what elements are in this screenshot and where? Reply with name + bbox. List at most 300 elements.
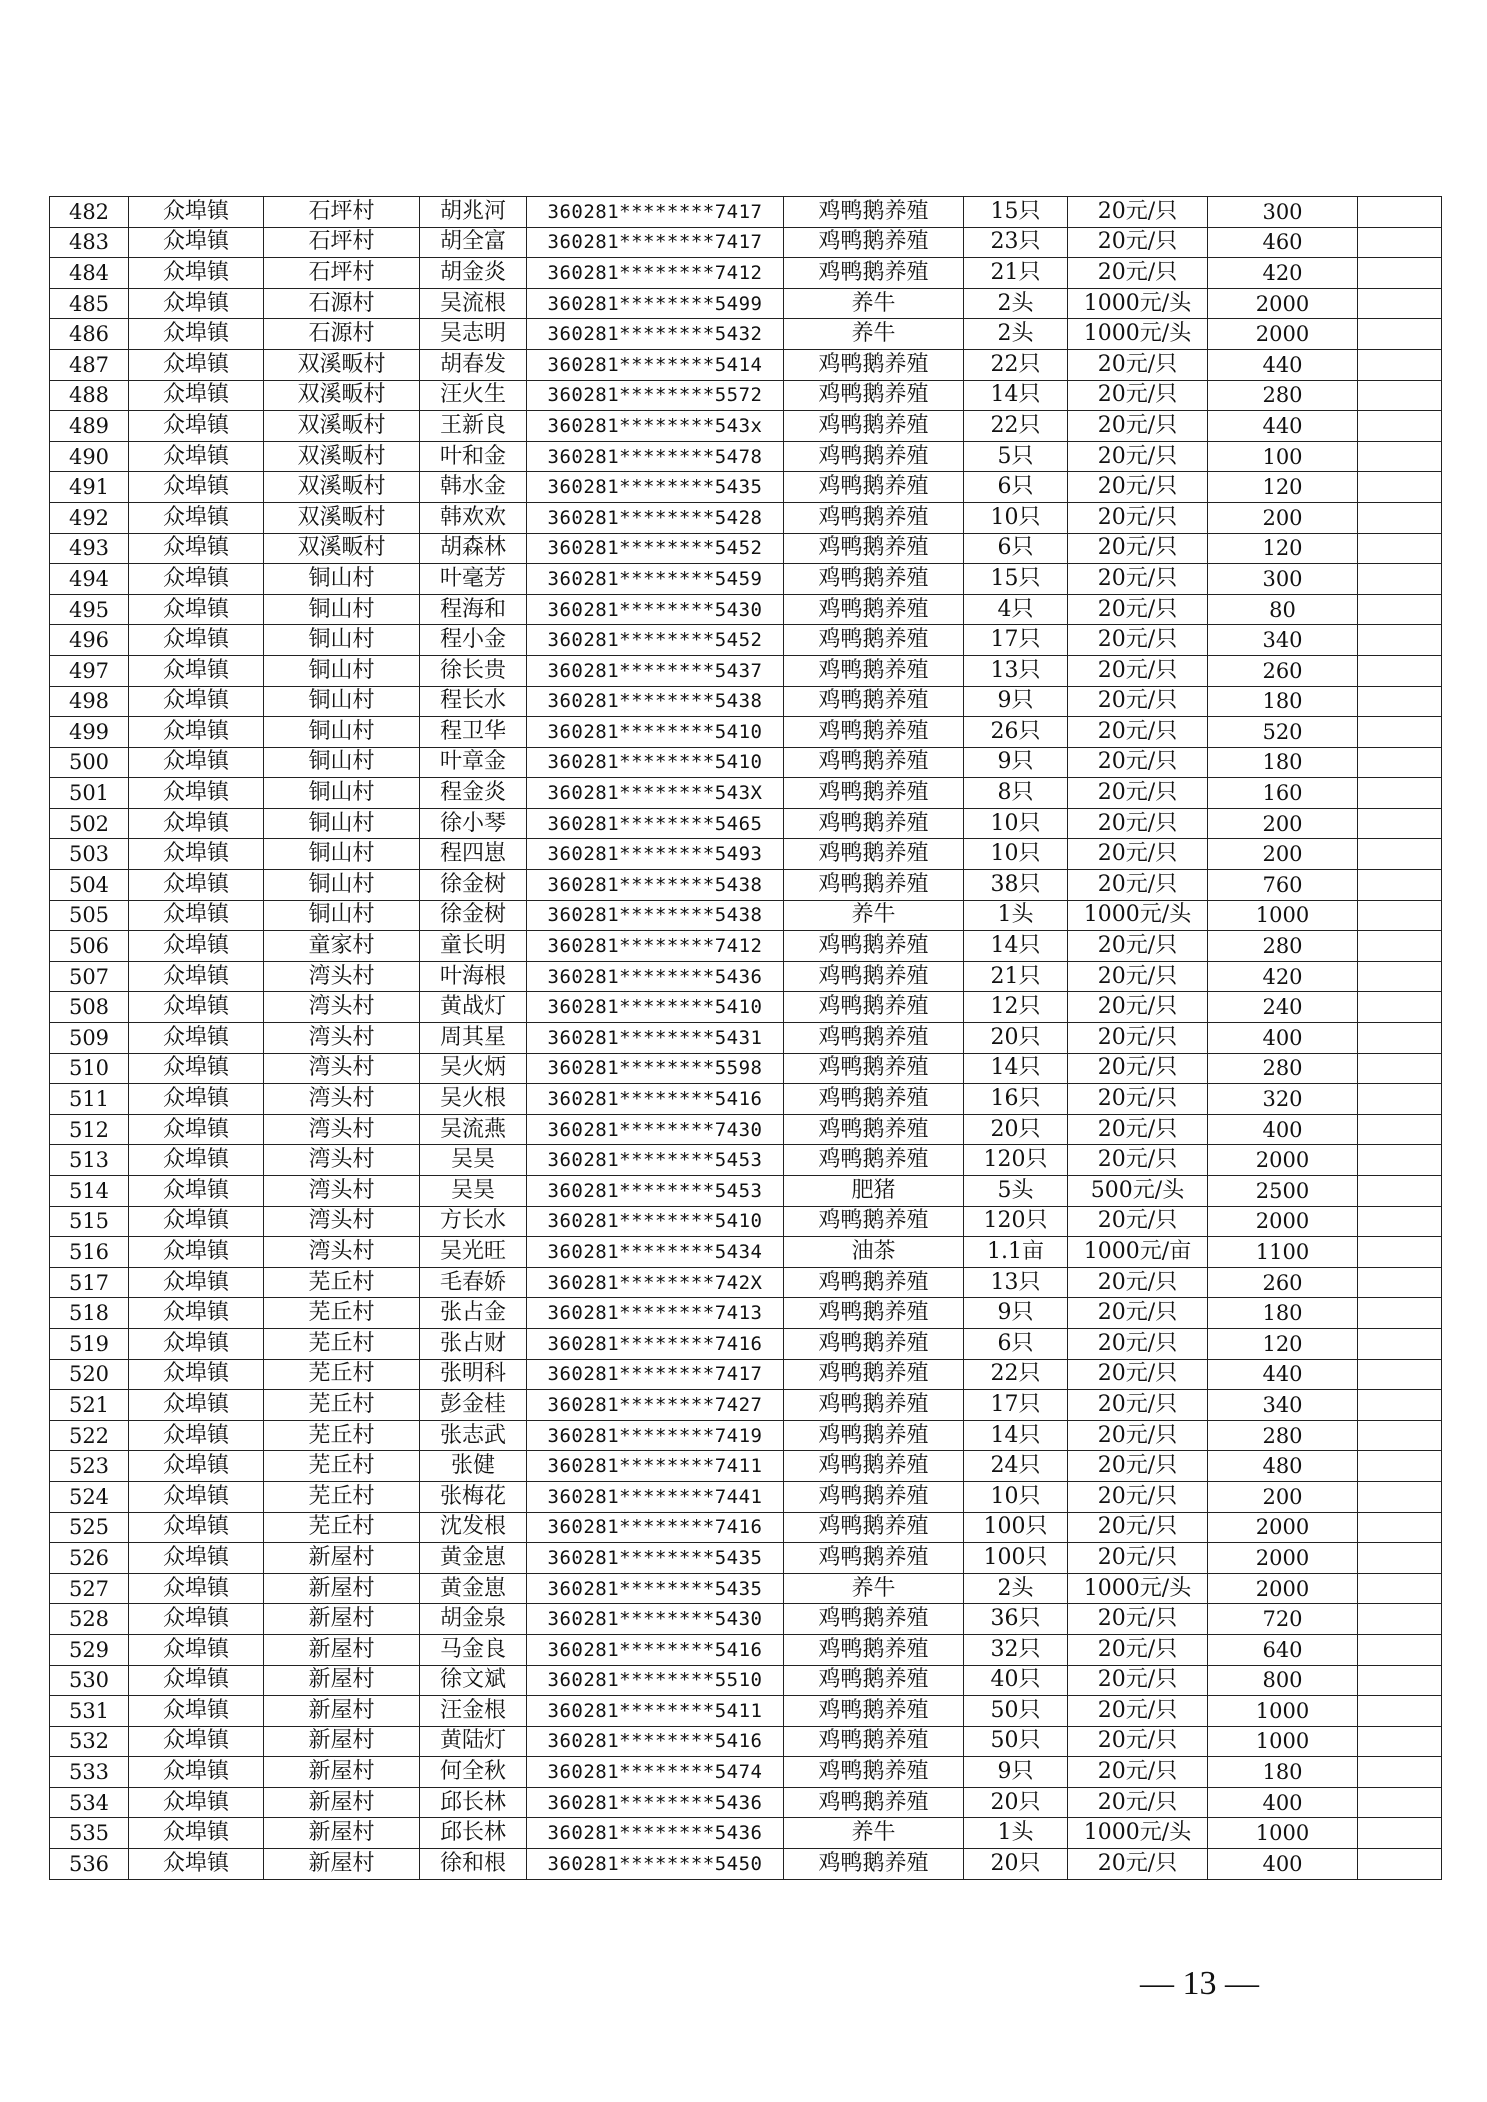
item-cell: 养牛 xyxy=(784,319,964,350)
quantity-cell: 1头 xyxy=(964,1818,1068,1849)
remark-cell xyxy=(1358,747,1442,778)
rate-cell: 1000元/头 xyxy=(1068,900,1208,931)
row-index-cell: 517 xyxy=(50,1267,129,1298)
id-number-cell: 360281********5438 xyxy=(527,900,784,931)
remark-cell xyxy=(1358,1481,1442,1512)
row-index-cell: 536 xyxy=(50,1849,129,1880)
village-cell: 双溪畈村 xyxy=(264,411,420,442)
rate-cell: 20元/只 xyxy=(1068,1053,1208,1084)
row-index-cell: 519 xyxy=(50,1328,129,1359)
village-cell: 双溪畈村 xyxy=(264,349,420,380)
rate-cell: 20元/只 xyxy=(1068,1757,1208,1788)
remark-cell xyxy=(1358,1145,1442,1176)
village-cell: 芜丘村 xyxy=(264,1359,420,1390)
item-cell: 鸡鸭鹅养殖 xyxy=(784,870,964,901)
item-cell: 肥猪 xyxy=(784,1176,964,1207)
town-cell: 众埠镇 xyxy=(129,227,264,258)
name-cell: 胡春发 xyxy=(420,349,527,380)
id-number-cell: 360281********5452 xyxy=(527,625,784,656)
table-row xyxy=(50,1390,1442,1421)
table-row xyxy=(50,1665,1442,1696)
village-cell: 湾头村 xyxy=(264,1176,420,1207)
remark-cell xyxy=(1358,227,1442,258)
table-row xyxy=(50,1604,1442,1635)
item-cell: 鸡鸭鹅养殖 xyxy=(784,1604,964,1635)
remark-cell xyxy=(1358,1726,1442,1757)
table-row xyxy=(50,564,1442,595)
id-number-cell: 360281********5411 xyxy=(527,1696,784,1727)
remark-cell xyxy=(1358,1818,1442,1849)
rate-cell: 20元/只 xyxy=(1068,441,1208,472)
quantity-cell: 9只 xyxy=(964,1298,1068,1329)
id-number-cell: 360281********5452 xyxy=(527,533,784,564)
amount-cell: 520 xyxy=(1208,717,1358,748)
name-cell: 胡金炎 xyxy=(420,258,527,289)
town-cell: 众埠镇 xyxy=(129,472,264,503)
town-cell: 众埠镇 xyxy=(129,1420,264,1451)
item-cell: 鸡鸭鹅养殖 xyxy=(784,441,964,472)
item-cell: 鸡鸭鹅养殖 xyxy=(784,349,964,380)
rate-cell: 1000元/亩 xyxy=(1068,1237,1208,1268)
id-number-cell: 360281********5474 xyxy=(527,1757,784,1788)
row-index-cell: 495 xyxy=(50,594,129,625)
id-number-cell: 360281********5572 xyxy=(527,380,784,411)
town-cell: 众埠镇 xyxy=(129,1849,264,1880)
village-cell: 石坪村 xyxy=(264,197,420,228)
quantity-cell: 23只 xyxy=(964,227,1068,258)
name-cell: 程金炎 xyxy=(420,778,527,809)
amount-cell: 100 xyxy=(1208,441,1358,472)
town-cell: 众埠镇 xyxy=(129,1023,264,1054)
table-row xyxy=(50,441,1442,472)
item-cell: 鸡鸭鹅养殖 xyxy=(784,1543,964,1574)
row-index-cell: 507 xyxy=(50,961,129,992)
row-index-cell: 483 xyxy=(50,227,129,258)
row-index-cell: 504 xyxy=(50,870,129,901)
amount-cell: 400 xyxy=(1208,1114,1358,1145)
remark-cell xyxy=(1358,1420,1442,1451)
table-row xyxy=(50,349,1442,380)
quantity-cell: 50只 xyxy=(964,1696,1068,1727)
rate-cell: 20元/只 xyxy=(1068,992,1208,1023)
remark-cell xyxy=(1358,1084,1442,1115)
item-cell: 油茶 xyxy=(784,1237,964,1268)
remark-cell xyxy=(1358,1328,1442,1359)
rate-cell: 20元/只 xyxy=(1068,625,1208,656)
rate-cell: 20元/只 xyxy=(1068,502,1208,533)
table-row xyxy=(50,1298,1442,1329)
village-cell: 铜山村 xyxy=(264,686,420,717)
name-cell: 黄战灯 xyxy=(420,992,527,1023)
remark-cell xyxy=(1358,197,1442,228)
town-cell: 众埠镇 xyxy=(129,870,264,901)
row-index-cell: 497 xyxy=(50,655,129,686)
remark-cell xyxy=(1358,1512,1442,1543)
quantity-cell: 20只 xyxy=(964,1849,1068,1880)
remark-cell xyxy=(1358,717,1442,748)
name-cell: 彭金桂 xyxy=(420,1390,527,1421)
amount-cell: 2500 xyxy=(1208,1176,1358,1207)
id-number-cell: 360281********5436 xyxy=(527,1787,784,1818)
name-cell: 韩水金 xyxy=(420,472,527,503)
town-cell: 众埠镇 xyxy=(129,533,264,564)
item-cell: 鸡鸭鹅养殖 xyxy=(784,1084,964,1115)
row-index-cell: 518 xyxy=(50,1298,129,1329)
town-cell: 众埠镇 xyxy=(129,594,264,625)
village-cell: 双溪畈村 xyxy=(264,472,420,503)
quantity-cell: 4只 xyxy=(964,594,1068,625)
id-number-cell: 360281********7430 xyxy=(527,1114,784,1145)
rate-cell: 20元/只 xyxy=(1068,1145,1208,1176)
quantity-cell: 21只 xyxy=(964,961,1068,992)
rate-cell: 20元/只 xyxy=(1068,961,1208,992)
town-cell: 众埠镇 xyxy=(129,380,264,411)
remark-cell xyxy=(1358,1665,1442,1696)
table-row xyxy=(50,931,1442,962)
village-cell: 芜丘村 xyxy=(264,1481,420,1512)
village-cell: 湾头村 xyxy=(264,1084,420,1115)
village-cell: 芜丘村 xyxy=(264,1390,420,1421)
remark-cell xyxy=(1358,472,1442,503)
table-row xyxy=(50,1818,1442,1849)
quantity-cell: 22只 xyxy=(964,349,1068,380)
town-cell: 众埠镇 xyxy=(129,717,264,748)
village-cell: 铜山村 xyxy=(264,747,420,778)
row-index-cell: 500 xyxy=(50,747,129,778)
row-index-cell: 529 xyxy=(50,1634,129,1665)
item-cell: 鸡鸭鹅养殖 xyxy=(784,1634,964,1665)
rate-cell: 20元/只 xyxy=(1068,1604,1208,1635)
village-cell: 新屋村 xyxy=(264,1787,420,1818)
rate-cell: 20元/只 xyxy=(1068,258,1208,289)
item-cell: 养牛 xyxy=(784,288,964,319)
quantity-cell: 9只 xyxy=(964,686,1068,717)
table-row xyxy=(50,1481,1442,1512)
rate-cell: 20元/只 xyxy=(1068,197,1208,228)
village-cell: 铜山村 xyxy=(264,839,420,870)
id-number-cell: 360281********7412 xyxy=(527,931,784,962)
item-cell: 鸡鸭鹅养殖 xyxy=(784,1849,964,1880)
item-cell: 鸡鸭鹅养殖 xyxy=(784,1420,964,1451)
name-cell: 叶毫芳 xyxy=(420,564,527,595)
id-number-cell: 360281********7416 xyxy=(527,1512,784,1543)
item-cell: 鸡鸭鹅养殖 xyxy=(784,1726,964,1757)
town-cell: 众埠镇 xyxy=(129,1757,264,1788)
amount-cell: 420 xyxy=(1208,258,1358,289)
id-number-cell: 360281********7412 xyxy=(527,258,784,289)
id-number-cell: 360281********5430 xyxy=(527,594,784,625)
item-cell: 养牛 xyxy=(784,1573,964,1604)
name-cell: 张志武 xyxy=(420,1420,527,1451)
amount-cell: 1000 xyxy=(1208,1818,1358,1849)
table-row xyxy=(50,1451,1442,1482)
item-cell: 鸡鸭鹅养殖 xyxy=(784,1298,964,1329)
amount-cell: 300 xyxy=(1208,197,1358,228)
table-row xyxy=(50,1512,1442,1543)
row-index-cell: 533 xyxy=(50,1757,129,1788)
id-number-cell: 360281********5450 xyxy=(527,1849,784,1880)
item-cell: 养牛 xyxy=(784,900,964,931)
item-cell: 鸡鸭鹅养殖 xyxy=(784,808,964,839)
table-row xyxy=(50,655,1442,686)
rate-cell: 20元/只 xyxy=(1068,411,1208,442)
quantity-cell: 14只 xyxy=(964,380,1068,411)
item-cell: 鸡鸭鹅养殖 xyxy=(784,992,964,1023)
town-cell: 众埠镇 xyxy=(129,1543,264,1574)
town-cell: 众埠镇 xyxy=(129,197,264,228)
quantity-cell: 100只 xyxy=(964,1543,1068,1574)
id-number-cell: 360281********5493 xyxy=(527,839,784,870)
name-cell: 吴流燕 xyxy=(420,1114,527,1145)
remark-cell xyxy=(1358,1451,1442,1482)
item-cell: 鸡鸭鹅养殖 xyxy=(784,1114,964,1145)
rate-cell: 20元/只 xyxy=(1068,1543,1208,1574)
item-cell: 鸡鸭鹅养殖 xyxy=(784,1359,964,1390)
id-number-cell: 360281********5410 xyxy=(527,1206,784,1237)
town-cell: 众埠镇 xyxy=(129,1696,264,1727)
id-number-cell: 360281********5459 xyxy=(527,564,784,595)
name-cell: 程海和 xyxy=(420,594,527,625)
id-number-cell: 360281********5416 xyxy=(527,1726,784,1757)
id-number-cell: 360281********7411 xyxy=(527,1451,784,1482)
remark-cell xyxy=(1358,1023,1442,1054)
village-cell: 湾头村 xyxy=(264,1114,420,1145)
id-number-cell: 360281********5436 xyxy=(527,961,784,992)
item-cell: 鸡鸭鹅养殖 xyxy=(784,1512,964,1543)
remark-cell xyxy=(1358,411,1442,442)
name-cell: 程四崽 xyxy=(420,839,527,870)
rate-cell: 20元/只 xyxy=(1068,472,1208,503)
town-cell: 众埠镇 xyxy=(129,1726,264,1757)
village-cell: 双溪畈村 xyxy=(264,380,420,411)
remark-cell xyxy=(1358,1543,1442,1574)
town-cell: 众埠镇 xyxy=(129,349,264,380)
remark-cell xyxy=(1358,1053,1442,1084)
village-cell: 新屋村 xyxy=(264,1573,420,1604)
amount-cell: 400 xyxy=(1208,1023,1358,1054)
id-number-cell: 360281********5435 xyxy=(527,1543,784,1574)
row-index-cell: 524 xyxy=(50,1481,129,1512)
row-index-cell: 525 xyxy=(50,1512,129,1543)
name-cell: 徐小琴 xyxy=(420,808,527,839)
remark-cell xyxy=(1358,502,1442,533)
item-cell: 鸡鸭鹅养殖 xyxy=(784,564,964,595)
remark-cell xyxy=(1358,288,1442,319)
name-cell: 张梅花 xyxy=(420,1481,527,1512)
village-cell: 双溪畈村 xyxy=(264,502,420,533)
town-cell: 众埠镇 xyxy=(129,502,264,533)
village-cell: 铜山村 xyxy=(264,564,420,595)
table-row xyxy=(50,319,1442,350)
remark-cell xyxy=(1358,1298,1442,1329)
item-cell: 鸡鸭鹅养殖 xyxy=(784,1451,964,1482)
remark-cell xyxy=(1358,992,1442,1023)
amount-cell: 280 xyxy=(1208,1420,1358,1451)
item-cell: 鸡鸭鹅养殖 xyxy=(784,931,964,962)
id-number-cell: 360281********742X xyxy=(527,1267,784,1298)
village-cell: 铜山村 xyxy=(264,717,420,748)
row-index-cell: 535 xyxy=(50,1818,129,1849)
row-index-cell: 490 xyxy=(50,441,129,472)
table-row xyxy=(50,1573,1442,1604)
row-index-cell: 492 xyxy=(50,502,129,533)
town-cell: 众埠镇 xyxy=(129,411,264,442)
item-cell: 鸡鸭鹅养殖 xyxy=(784,1481,964,1512)
table-row xyxy=(50,1267,1442,1298)
row-index-cell: 530 xyxy=(50,1665,129,1696)
name-cell: 毛春娇 xyxy=(420,1267,527,1298)
item-cell: 鸡鸭鹅养殖 xyxy=(784,1145,964,1176)
item-cell: 鸡鸭鹅养殖 xyxy=(784,502,964,533)
village-cell: 湾头村 xyxy=(264,1145,420,1176)
quantity-cell: 10只 xyxy=(964,502,1068,533)
id-number-cell: 360281********5453 xyxy=(527,1145,784,1176)
town-cell: 众埠镇 xyxy=(129,1818,264,1849)
rate-cell: 20元/只 xyxy=(1068,1451,1208,1482)
quantity-cell: 6只 xyxy=(964,1328,1068,1359)
amount-cell: 1000 xyxy=(1208,1696,1358,1727)
village-cell: 铜山村 xyxy=(264,655,420,686)
row-index-cell: 534 xyxy=(50,1787,129,1818)
quantity-cell: 14只 xyxy=(964,931,1068,962)
town-cell: 众埠镇 xyxy=(129,778,264,809)
remark-cell xyxy=(1358,1359,1442,1390)
village-cell: 铜山村 xyxy=(264,900,420,931)
village-cell: 石源村 xyxy=(264,288,420,319)
table-row xyxy=(50,1420,1442,1451)
town-cell: 众埠镇 xyxy=(129,900,264,931)
town-cell: 众埠镇 xyxy=(129,1390,264,1421)
quantity-cell: 32只 xyxy=(964,1634,1068,1665)
rate-cell: 20元/只 xyxy=(1068,839,1208,870)
row-index-cell: 485 xyxy=(50,288,129,319)
name-cell: 张明科 xyxy=(420,1359,527,1390)
rate-cell: 20元/只 xyxy=(1068,655,1208,686)
name-cell: 黄金崽 xyxy=(420,1543,527,1574)
town-cell: 众埠镇 xyxy=(129,1084,264,1115)
item-cell: 鸡鸭鹅养殖 xyxy=(784,747,964,778)
rate-cell: 20元/只 xyxy=(1068,227,1208,258)
amount-cell: 200 xyxy=(1208,839,1358,870)
rate-cell: 1000元/头 xyxy=(1068,319,1208,350)
table-row xyxy=(50,502,1442,533)
amount-cell: 180 xyxy=(1208,1298,1358,1329)
remark-cell xyxy=(1358,1634,1442,1665)
amount-cell: 400 xyxy=(1208,1787,1358,1818)
id-number-cell: 360281********5438 xyxy=(527,870,784,901)
item-cell: 鸡鸭鹅养殖 xyxy=(784,961,964,992)
table-row xyxy=(50,380,1442,411)
amount-cell: 300 xyxy=(1208,564,1358,595)
quantity-cell: 12只 xyxy=(964,992,1068,1023)
amount-cell: 180 xyxy=(1208,1757,1358,1788)
name-cell: 徐金树 xyxy=(420,870,527,901)
id-number-cell: 360281********5465 xyxy=(527,808,784,839)
rate-cell: 20元/只 xyxy=(1068,870,1208,901)
table-row xyxy=(50,808,1442,839)
quantity-cell: 8只 xyxy=(964,778,1068,809)
row-index-cell: 514 xyxy=(50,1176,129,1207)
quantity-cell: 36只 xyxy=(964,1604,1068,1635)
item-cell: 鸡鸭鹅养殖 xyxy=(784,717,964,748)
village-cell: 铜山村 xyxy=(264,808,420,839)
town-cell: 众埠镇 xyxy=(129,564,264,595)
name-cell: 黄陆灯 xyxy=(420,1726,527,1757)
id-number-cell: 360281********5416 xyxy=(527,1634,784,1665)
table-row xyxy=(50,1176,1442,1207)
table-row xyxy=(50,1849,1442,1880)
rate-cell: 1000元/头 xyxy=(1068,1573,1208,1604)
amount-cell: 180 xyxy=(1208,686,1358,717)
remark-cell xyxy=(1358,1267,1442,1298)
amount-cell: 260 xyxy=(1208,1267,1358,1298)
amount-cell: 120 xyxy=(1208,472,1358,503)
town-cell: 众埠镇 xyxy=(129,1634,264,1665)
item-cell: 鸡鸭鹅养殖 xyxy=(784,1267,964,1298)
quantity-cell: 20只 xyxy=(964,1787,1068,1818)
town-cell: 众埠镇 xyxy=(129,1451,264,1482)
rate-cell: 20元/只 xyxy=(1068,747,1208,778)
table-row xyxy=(50,900,1442,931)
id-number-cell: 360281********7417 xyxy=(527,1359,784,1390)
rate-cell: 20元/只 xyxy=(1068,1696,1208,1727)
item-cell: 鸡鸭鹅养殖 xyxy=(784,655,964,686)
rate-cell: 20元/只 xyxy=(1068,1328,1208,1359)
village-cell: 芜丘村 xyxy=(264,1298,420,1329)
quantity-cell: 2头 xyxy=(964,319,1068,350)
table-row xyxy=(50,1757,1442,1788)
row-index-cell: 523 xyxy=(50,1451,129,1482)
id-number-cell: 360281********5510 xyxy=(527,1665,784,1696)
table-row xyxy=(50,717,1442,748)
row-index-cell: 505 xyxy=(50,900,129,931)
table-row xyxy=(50,1328,1442,1359)
village-cell: 芜丘村 xyxy=(264,1451,420,1482)
id-number-cell: 360281********5416 xyxy=(527,1084,784,1115)
village-cell: 湾头村 xyxy=(264,961,420,992)
village-cell: 铜山村 xyxy=(264,870,420,901)
name-cell: 叶章金 xyxy=(420,747,527,778)
id-number-cell: 360281********7417 xyxy=(527,227,784,258)
amount-cell: 2000 xyxy=(1208,319,1358,350)
item-cell: 鸡鸭鹅养殖 xyxy=(784,227,964,258)
id-number-cell: 360281********5435 xyxy=(527,472,784,503)
quantity-cell: 22只 xyxy=(964,411,1068,442)
quantity-cell: 120只 xyxy=(964,1206,1068,1237)
rate-cell: 20元/只 xyxy=(1068,1298,1208,1329)
table-row xyxy=(50,227,1442,258)
row-index-cell: 506 xyxy=(50,931,129,962)
town-cell: 众埠镇 xyxy=(129,288,264,319)
id-number-cell: 360281********5499 xyxy=(527,288,784,319)
row-index-cell: 498 xyxy=(50,686,129,717)
town-cell: 众埠镇 xyxy=(129,686,264,717)
subsidy-table xyxy=(49,196,1442,1880)
name-cell: 程小金 xyxy=(420,625,527,656)
rate-cell: 500元/头 xyxy=(1068,1176,1208,1207)
remark-cell xyxy=(1358,655,1442,686)
table-row xyxy=(50,1726,1442,1757)
table-row xyxy=(50,258,1442,289)
name-cell: 胡金泉 xyxy=(420,1604,527,1635)
row-index-cell: 487 xyxy=(50,349,129,380)
village-cell: 石源村 xyxy=(264,319,420,350)
name-cell: 徐金树 xyxy=(420,900,527,931)
quantity-cell: 100只 xyxy=(964,1512,1068,1543)
remark-cell xyxy=(1358,594,1442,625)
village-cell: 铜山村 xyxy=(264,625,420,656)
quantity-cell: 10只 xyxy=(964,839,1068,870)
